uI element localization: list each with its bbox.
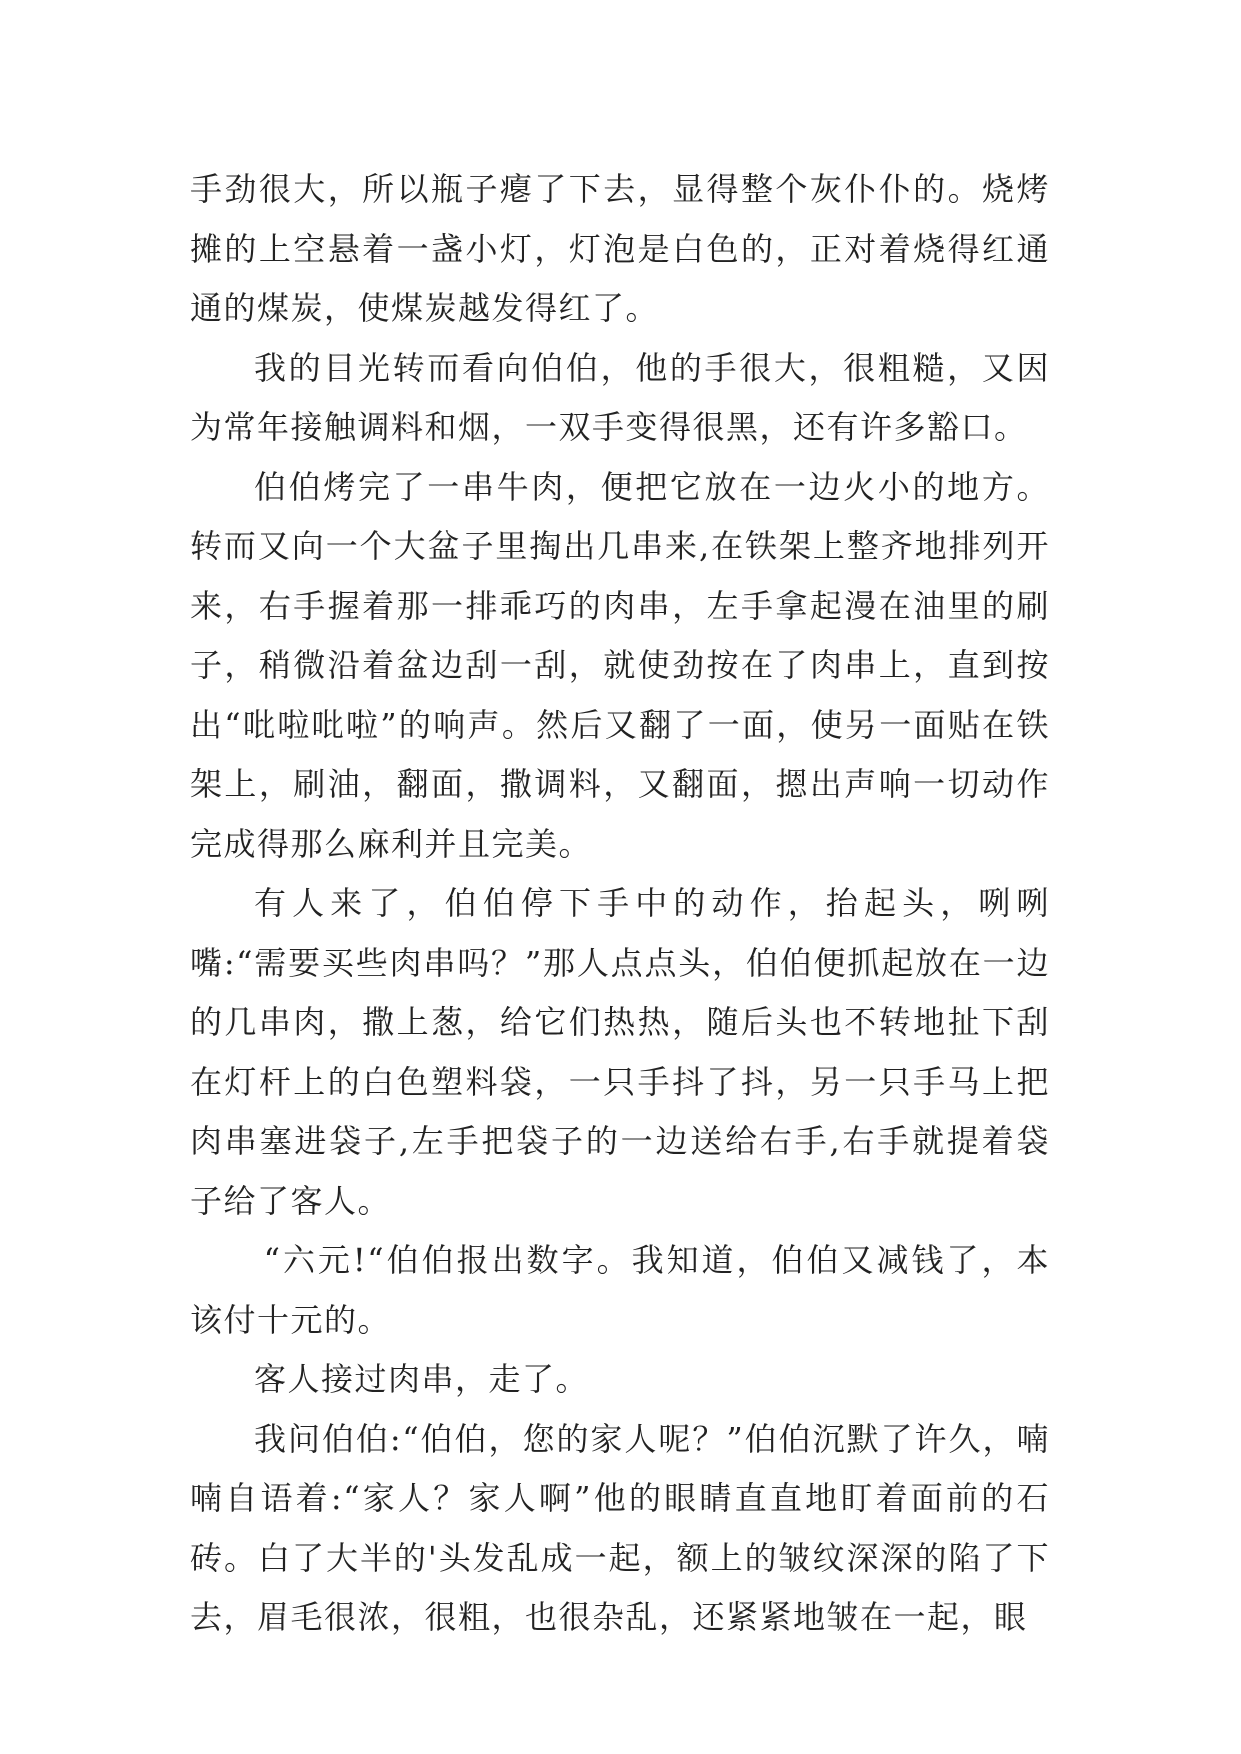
paragraph-3: 伯伯烤完了一串牛肉，便把它放在一边火小的地方。转而又向一个大盆子里掏出几串来,在铁架上整齐地排列开来，右手握着那一排乖巧的肉串，左手拿起漫在油里的刷子，稍微沿着盆边刮一刮，就使劲按在了肉串上，直到按出“吡啦吡啦”的响声。然后又翻了一面，使另一面贴在铁架上，刷油，翻面，撒调料，又翻面，摁出声响一切动作完成得那么麻利并且完美。 [190,467,1050,863]
paragraph-7: 我问伯伯:“伯伯，您的家人呢？”伯伯沉默了许久，喃喃自语着:“家人？家人啊”他的眼睛直直地盯着面前的石砖。白了大半的'头发乱成一起，额上的皱纹深深的陷了下去，眉毛很浓，很粗，也很杂乱，还紧紧地皱在一起，眼 [190,1419,1050,1636]
paragraph-1: 手劲很大，所以瓶子瘪了下去，显得整个灰仆仆的。烧烤摊的上空悬着一盏小灯，灯泡是白色的，正对着烧得红通通的煤炭，使煤炭越发得红了。 [190,170,1050,327]
paragraph-2: 我的目光转而看向伯伯，他的手很大，很粗糙，又因为常年接触调料和烟，一双手变得很黑，还有许多豁口。 [190,348,1050,446]
body-text [190,160,1050,1648]
paragraph-4: 有人来了，伯伯停下手中的动作，抬起头，咧咧嘴:“需要买些肉串吗？”那人点点头，伯伯便抓起放在一边的几串肉，撒上葱，给它们热热，随后头也不转地扯下刮在灯杆上的白色塑料袋，一只手抖了抖，另一只手马上把肉串塞进袋子,左手把袋子的一边送给右手,右手就提着袋子给了客人。 [190,884,1050,1220]
paragraph-6: 客人接过肉串，走了。 [254,1360,590,1398]
paragraph-5: “六元!“伯伯报出数字。我知道，伯伯又减钱了，本该付十元的。 [190,1241,1050,1339]
